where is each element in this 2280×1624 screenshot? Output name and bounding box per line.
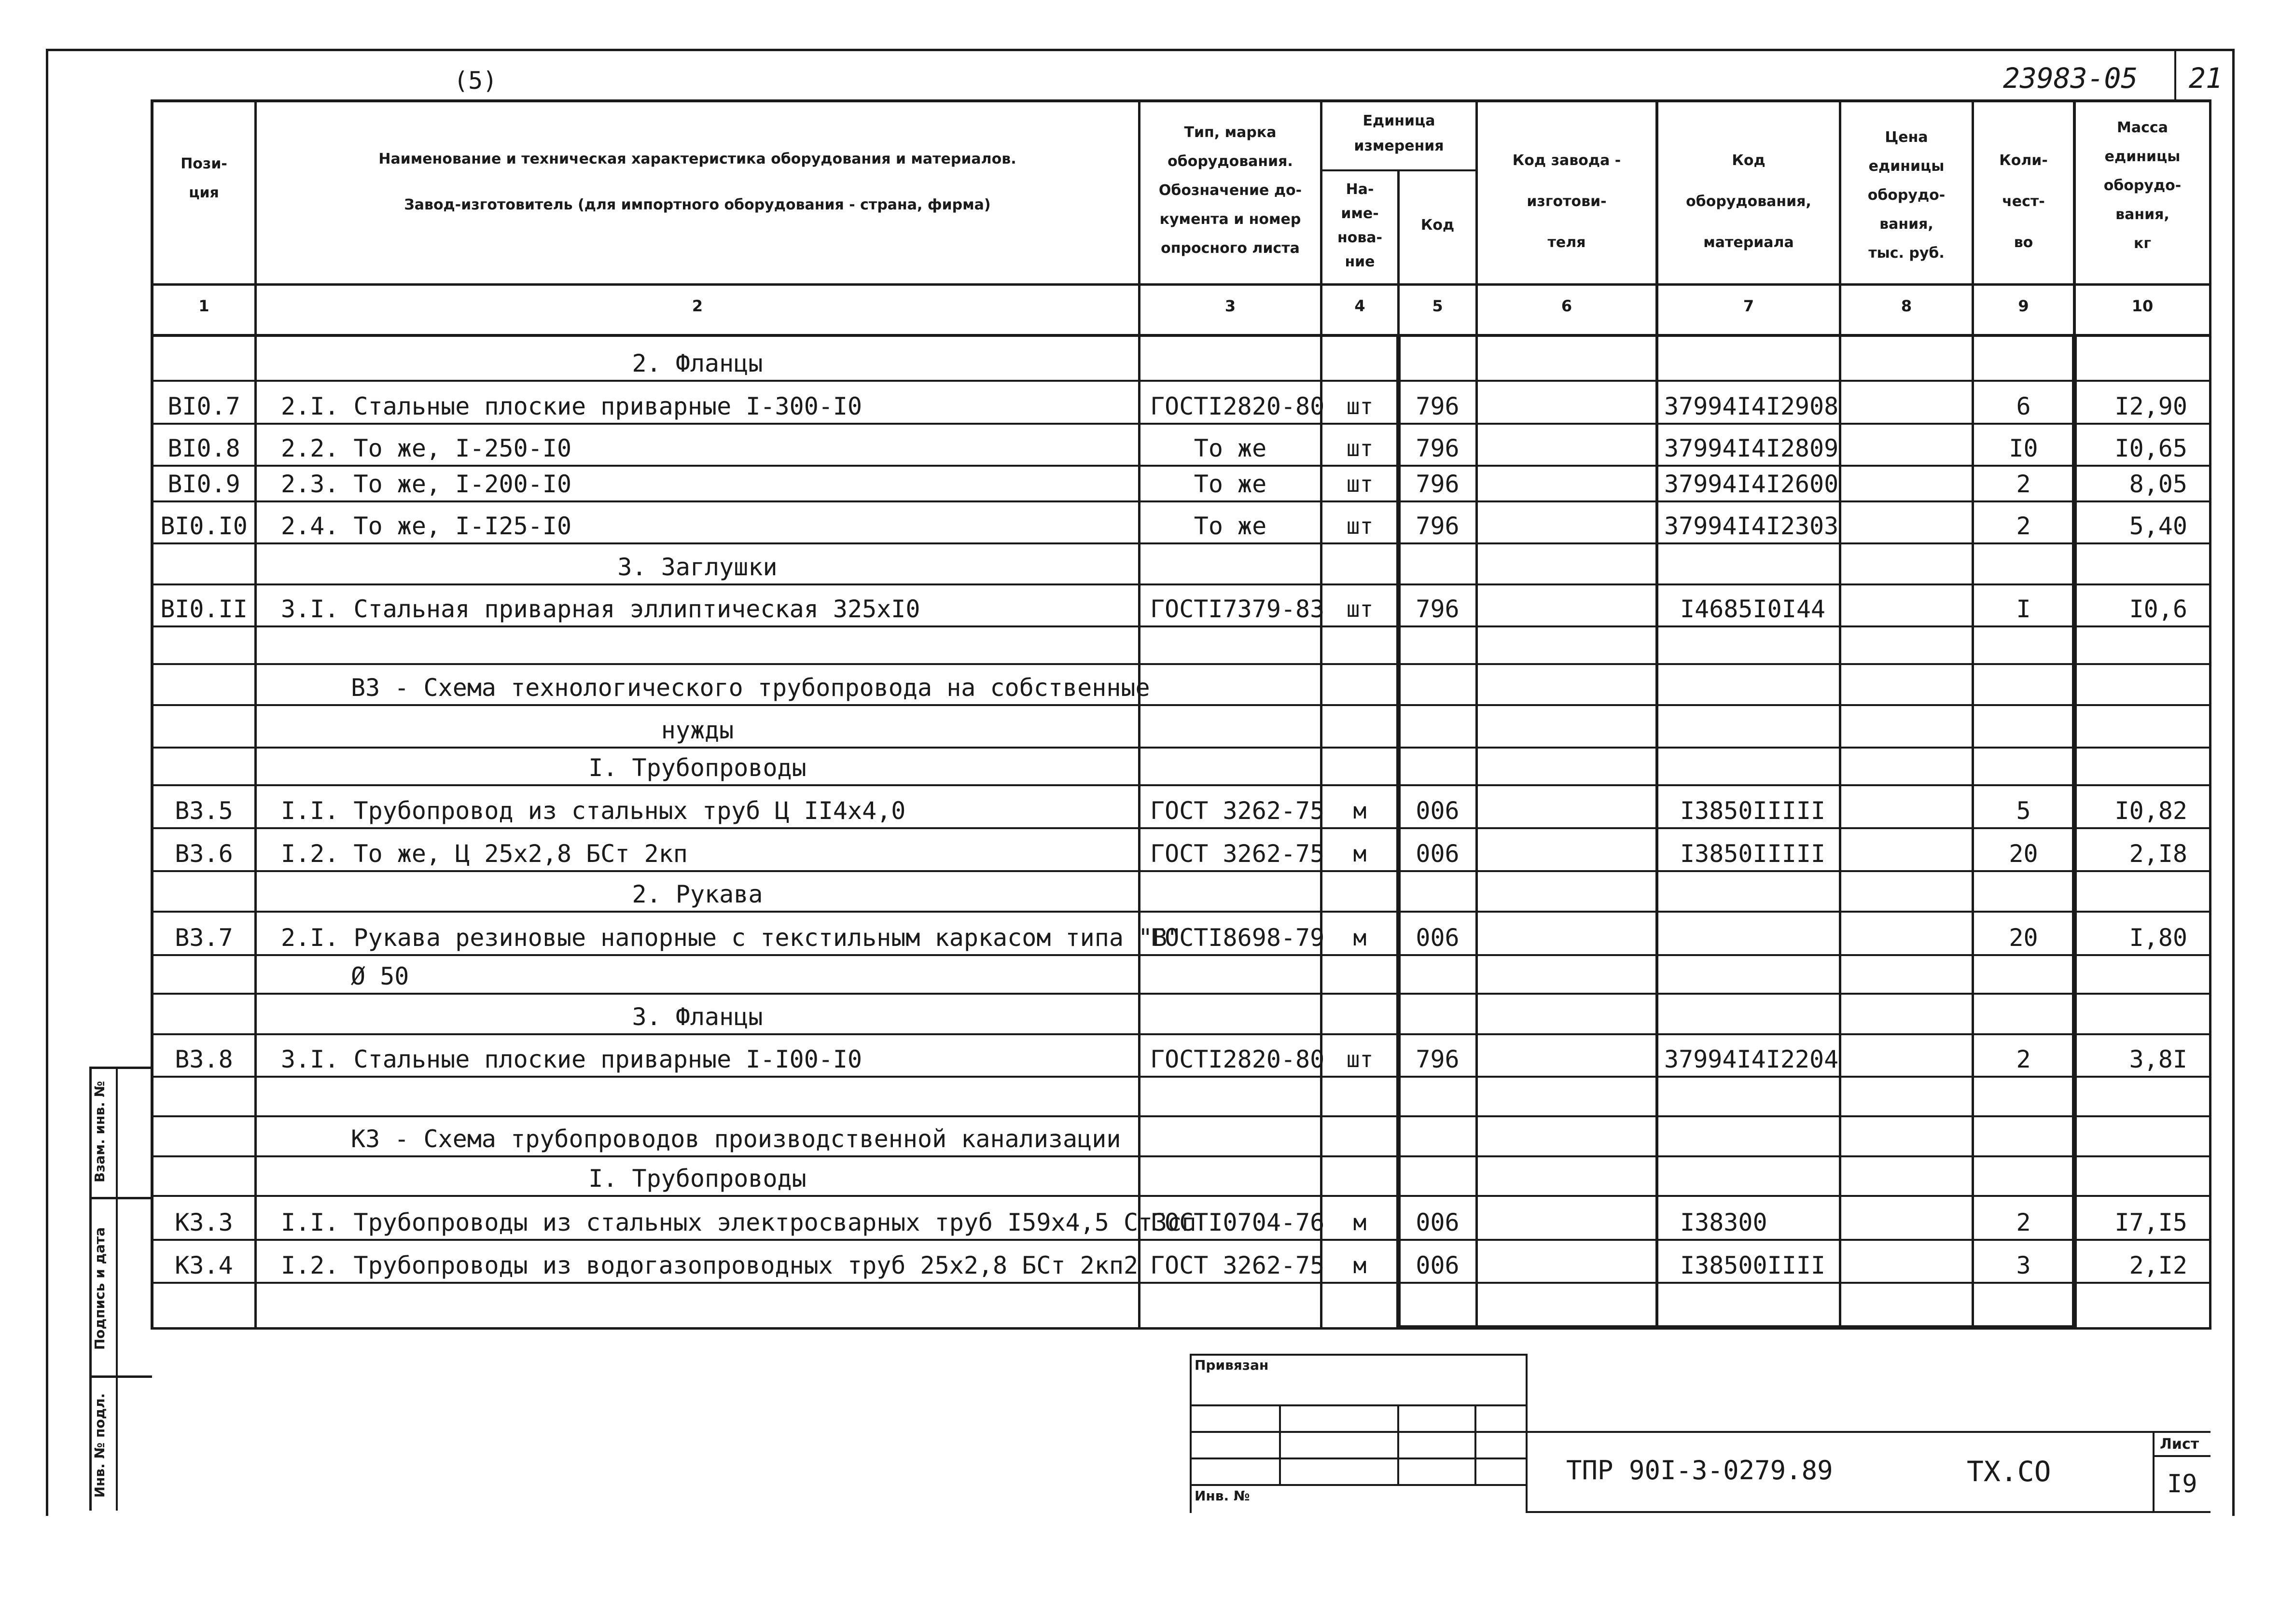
- cell-code: 796: [1416, 1045, 1460, 1073]
- colnum-9: 9: [2018, 297, 2029, 315]
- cell-equip: I3850IIIII: [1680, 797, 1826, 825]
- cell-type: То же: [1194, 434, 1267, 462]
- corner-sheet: 21: [2189, 62, 2223, 95]
- cell-type: ГОСТI2820-80: [1150, 392, 1325, 420]
- cell-name: Ø 50: [351, 962, 409, 990]
- cell-unit: шт: [1346, 393, 1374, 419]
- cell-code: 796: [1416, 470, 1460, 498]
- cell-equip: I38500IIII: [1680, 1251, 1826, 1279]
- header-unit-code: Код: [1420, 217, 1455, 234]
- cell-type: ГОСТ 3262-75: [1150, 797, 1325, 825]
- cell-code: 796: [1416, 434, 1460, 462]
- cell-pos: В3.7: [175, 924, 233, 952]
- cell-qty: 6: [2016, 392, 2031, 420]
- cell-mass: 8,05: [2129, 470, 2187, 498]
- doc-code: 23983-05: [2003, 62, 2138, 95]
- cell-equip: 37994I4I2303: [1664, 512, 1839, 540]
- cell-equip: 37994I4I2809: [1664, 434, 1839, 462]
- cell-code: 796: [1416, 392, 1460, 420]
- cell-type: ГОСТI7379-83: [1150, 595, 1325, 623]
- cell-qty: 20: [2009, 840, 2038, 868]
- header-unit-group: Единица измерения: [1354, 112, 1444, 154]
- cell-unit: шт: [1346, 596, 1374, 622]
- cell-mass: 5,40: [2129, 512, 2187, 540]
- stamp-top: [1190, 1354, 1528, 1356]
- cell-unit: м: [1353, 798, 1367, 824]
- stamp-col-1: [1279, 1404, 1281, 1484]
- cell-code: 796: [1416, 595, 1460, 623]
- cell-unit: м: [1353, 1209, 1367, 1235]
- cell-qty: 3: [2016, 1251, 2031, 1279]
- cell-name: 2.I. Стальные плоские приварные I-300-I0: [281, 392, 862, 420]
- colnum-1: 1: [198, 297, 209, 315]
- cell-equip: I3850IIIII: [1680, 840, 1826, 868]
- stamp-col-2: [1397, 1404, 1399, 1484]
- stamp-left: [1190, 1354, 1192, 1513]
- side-label-inv-podl: Инв. № подл.: [92, 1393, 108, 1498]
- colnum-10: 10: [2131, 297, 2154, 315]
- cell-type: То же: [1194, 512, 1267, 540]
- cell-type: То же: [1194, 470, 1267, 498]
- header-qty: Коли- чест- во: [1999, 152, 2048, 251]
- cell-name: 3. Заглушки: [617, 553, 778, 581]
- cell-type: ГОСТI0704-76: [1150, 1208, 1325, 1236]
- cell-mass: I7,I5: [2114, 1208, 2187, 1236]
- cell-mass: I0,6: [2129, 595, 2187, 623]
- stamp-line-1: [1190, 1404, 1528, 1406]
- cell-name: 2.4. То же, I-I25-I0: [281, 512, 572, 540]
- cell-code: 006: [1416, 1208, 1460, 1236]
- cell-qty: 2: [2016, 470, 2031, 498]
- cell-qty: 2: [2016, 512, 2031, 540]
- header-name-line2: Завод-изготовитель (для импортного оборудования - страна, фирма): [404, 196, 991, 213]
- cell-code: 796: [1416, 512, 1460, 540]
- stamp-inv-no: Инв. №: [1195, 1488, 1250, 1504]
- cell-pos: В3.8: [175, 1045, 233, 1073]
- stamp-line-4: [1190, 1484, 1528, 1486]
- cell-unit: м: [1353, 925, 1367, 951]
- cell-name: I. Трубопроводы: [588, 754, 806, 782]
- cell-unit: шт: [1346, 513, 1374, 539]
- side-label-vzam: Взам. инв. №: [92, 1081, 108, 1183]
- cell-qty: I0: [2009, 434, 2038, 462]
- cell-name: 2.I. Рукава резиновые напорные с текстильным каркасом типа "В": [281, 924, 1182, 952]
- header-mass: Масса единицы оборудо- вания, кг: [2103, 119, 2182, 252]
- stamp-designation: ТПР 90I-3-0279.89: [1566, 1455, 1833, 1485]
- cell-equip: I38300: [1680, 1208, 1767, 1236]
- cell-mass: I,80: [2129, 924, 2187, 952]
- cell-pos: BI0.II: [160, 595, 248, 623]
- cell-unit: м: [1353, 1252, 1367, 1278]
- colnum-6: 6: [1561, 297, 1572, 315]
- cell-qty: 20: [2009, 924, 2038, 952]
- cell-pos: В3.6: [175, 840, 233, 868]
- stamp-line-2: [1190, 1431, 1528, 1433]
- cell-name: 2. Рукава: [632, 880, 763, 908]
- cell-mass: I2,90: [2114, 392, 2187, 420]
- stamp-sheet-label: Лист: [2160, 1436, 2199, 1453]
- cell-name: 3.I. Стальная приварная эллиптическая 325хI0: [281, 595, 920, 623]
- cell-pos: BI0.I0: [160, 512, 248, 540]
- cell-name: В3 - Схема технологического трубопровода на собственные: [351, 674, 1150, 702]
- designation-top: [1528, 1431, 2210, 1433]
- cell-mass: I0,65: [2114, 434, 2187, 462]
- stamp-line-3: [1190, 1457, 1528, 1459]
- side-label-podpis: Подпись и дата: [92, 1227, 108, 1350]
- cell-name: I.I. Трубопровод из стальных труб Ц II4х4,0: [281, 797, 906, 825]
- cell-name: 3.I. Стальные плоские приварные I-I00-I0: [281, 1045, 862, 1073]
- cell-pos: BI0.8: [167, 434, 240, 462]
- cell-qty: 5: [2016, 797, 2031, 825]
- cell-code: 006: [1416, 924, 1460, 952]
- cell-unit: м: [1353, 841, 1367, 867]
- cell-pos: В3.5: [175, 797, 233, 825]
- header-price: Цена единицы оборудо- вания, тыс. руб.: [1867, 129, 1946, 262]
- colnum-3: 3: [1224, 297, 1236, 315]
- sheet-box-split: [2153, 1455, 2210, 1457]
- sheet-box-left: [2153, 1431, 2155, 1513]
- cell-name: нужды: [661, 716, 734, 744]
- cell-mass: 2,I2: [2129, 1251, 2187, 1279]
- stamp-mark: ТХ.СО: [1967, 1455, 2051, 1488]
- header-plant-code: Код завода - изготови- теля: [1512, 152, 1621, 251]
- page-ref: (5): [454, 67, 498, 95]
- cell-name: 2.3. То же, I-200-I0: [281, 470, 572, 498]
- cell-name: 3. Фланцы: [632, 1003, 763, 1031]
- cell-unit: шт: [1346, 1046, 1374, 1072]
- header-type: Тип, марка оборудования. Обозначение до- кумента и номер опросного листа: [1158, 124, 1302, 257]
- cell-code: 006: [1416, 840, 1460, 868]
- header-equip-code: Код оборудования, материала: [1686, 152, 1811, 251]
- cell-mass: 3,8I: [2129, 1045, 2187, 1073]
- colnum-8: 8: [1901, 297, 1912, 315]
- stamp-sheet-no: I9: [2167, 1470, 2197, 1499]
- cell-name: 2. Фланцы: [632, 349, 763, 377]
- cell-mass: 2,I8: [2129, 840, 2187, 868]
- colnum-2: 2: [692, 297, 703, 315]
- cell-mass: I0,82: [2114, 797, 2187, 825]
- cell-name: I.I. Трубопроводы из стальных электросварных труб I59х4,5 Ст3сп: [281, 1208, 1196, 1236]
- cell-code: 006: [1416, 1251, 1460, 1279]
- cell-name: I.2. То же, Ц 25х2,8 БСт 2кп: [281, 840, 688, 868]
- stamp-col-3: [1474, 1404, 1476, 1484]
- cell-pos: К3.3: [175, 1208, 233, 1236]
- colnum-4: 4: [1354, 297, 1365, 315]
- header-pos: Пози- ция: [181, 155, 227, 201]
- stamp-privyazan: Привязан: [1195, 1357, 1269, 1373]
- cell-name: 2.2. То же, I-250-I0: [281, 434, 572, 462]
- cell-qty: 2: [2016, 1045, 2031, 1073]
- cell-unit: шт: [1346, 471, 1374, 497]
- header-name-line1: Наименование и техническая характеристика оборудования и материалов.: [378, 151, 1016, 167]
- cell-equip: I4685I0I44: [1680, 595, 1826, 623]
- cell-pos: BI0.7: [167, 392, 240, 420]
- cell-type: ГОСТ 3262-75: [1150, 1251, 1325, 1279]
- stamp-right: [1526, 1354, 1528, 1513]
- cell-pos: BI0.9: [167, 470, 240, 498]
- cell-type: ГОСТI2820-80: [1150, 1045, 1325, 1073]
- cell-qty: I: [2016, 595, 2031, 623]
- cell-unit: шт: [1346, 435, 1374, 461]
- colnum-5: 5: [1432, 297, 1443, 315]
- cell-equip: 37994I4I2908: [1664, 392, 1839, 420]
- cell-equip: 37994I4I2600: [1664, 470, 1839, 498]
- frame-bottom-right: [1528, 1511, 2210, 1513]
- cell-name: К3 - Схема трубопроводов производственной канализации: [351, 1125, 1121, 1153]
- cell-qty: 2: [2016, 1208, 2031, 1236]
- cell-equip: 37994I4I2204: [1664, 1045, 1839, 1073]
- cell-type: ГОСТ 3262-75: [1150, 840, 1325, 868]
- cell-name: I. Трубопроводы: [588, 1165, 806, 1193]
- cell-type: ГОСТI8698-79: [1150, 924, 1325, 952]
- cell-name: I.2. Трубопроводы из водогазопроводных труб 25х2,8 БСт 2кп2: [281, 1251, 1139, 1279]
- cell-code: 006: [1416, 797, 1460, 825]
- header-unit-name: На- име- нова- ние: [1337, 181, 1383, 270]
- colnum-7: 7: [1743, 297, 1754, 315]
- cell-pos: К3.4: [175, 1251, 233, 1279]
